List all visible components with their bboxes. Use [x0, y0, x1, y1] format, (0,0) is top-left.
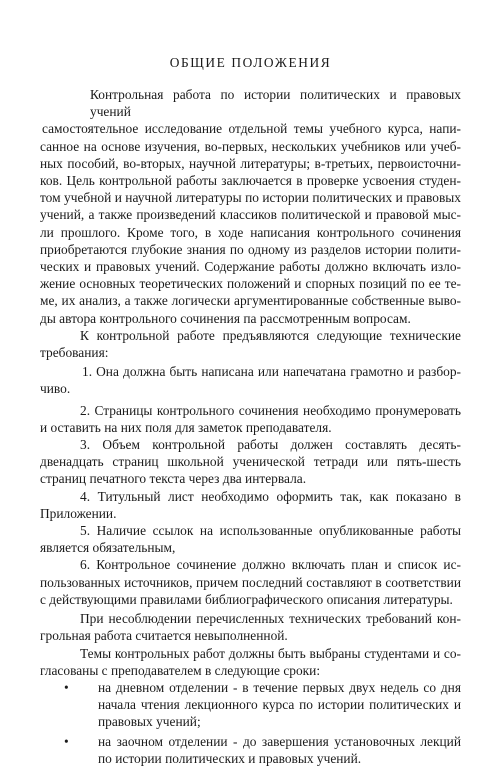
- text-line: санное на основе изучения, во-первых, нескольких учебников или учеб-: [40, 138, 461, 154]
- requirement-item: [40, 556, 461, 608]
- text-line: пользованных источников, причем последний составляют в соответствии: [40, 574, 461, 590]
- text-line: ме, их анализ, а также логически аргументированные собственные выво-: [40, 293, 461, 309]
- text-line: самостоятельное исследование отдельной темы учебного курса, напи-: [42, 121, 461, 137]
- requirement-item: [40, 488, 461, 522]
- text-line: на заочном отделении - до завершения установочных лекций: [98, 733, 461, 749]
- text-line: ческих и правовых учений. Содержание работы должно включать изло-: [40, 259, 461, 275]
- list-item: [40, 679, 461, 731]
- text-line: гласованы с преподавателем в следующие сроки:: [40, 662, 321, 678]
- text-line: ков. Цель контрольной работы заключается в проверке усвоения студен-: [40, 173, 461, 189]
- text-line: 4. Титульный лист необходимо оформить так, как показано в: [80, 488, 461, 504]
- text-line: с действующими правилами библиографического описания литературы.: [40, 591, 453, 607]
- text-line: Контрольная работа по истории политических и правовых учений: [90, 87, 461, 120]
- text-line: ды автора контрольного сочинения па рассмотренным вопросам.: [40, 310, 411, 326]
- text-line: страниц печатного текста через два интервала.: [40, 471, 307, 487]
- text-line: по истории политических и правовых учений.: [98, 750, 362, 766]
- text-line: чиво.: [40, 381, 71, 397]
- topics-paragraph: [40, 645, 461, 679]
- text-line: правовых учений;: [98, 714, 201, 730]
- text-line: ли прошлого. Кроме того, в ходе написания контрольного сочинения: [40, 224, 461, 240]
- text-line: учений, а также произведений классиков политической и правовой мыс-: [40, 207, 461, 223]
- document-body: [40, 86, 461, 767]
- intro-paragraph: [40, 86, 461, 327]
- requirement-item: [40, 436, 461, 488]
- requirement-item: [40, 402, 461, 436]
- requirement-item: [40, 522, 461, 556]
- text-line: начала чтения лекционного курса по истории политических и: [98, 697, 461, 713]
- deadlines-list: [40, 679, 461, 767]
- text-line: является обязательным,: [40, 540, 176, 556]
- bullet-icon: •: [64, 679, 69, 695]
- text-line: двенадцать страниц школьной ученической тетради или пять-шесть: [40, 454, 461, 470]
- text-line: 3. Объем контрольной работы должен составлять десять-: [80, 437, 461, 453]
- text-line: жение основных теоретических положений и спорных позиций по ее те-: [40, 276, 461, 292]
- text-line: К контрольной работе предъявляются следующие технические: [80, 327, 461, 343]
- list-item: [40, 733, 461, 767]
- text-line: Приложении.: [40, 505, 117, 521]
- text-line: приобретаются глубокие знания по одному из разделов истории полити-: [40, 241, 461, 257]
- text-line: грольная работа считается невыполненной.: [40, 628, 288, 644]
- requirement-item: [40, 363, 461, 397]
- text-line: 6. Контрольное сочинение должно включать план и список ис-: [80, 557, 461, 573]
- requirements-list: [40, 363, 461, 608]
- failure-paragraph: [40, 610, 461, 644]
- text-line: Темы контрольных работ должны быть выбраны студентами и со-: [80, 645, 461, 661]
- text-line: ных пособий, во-вторых, научной литературы; в-третьих, первоисточни-: [40, 155, 461, 171]
- text-line: 5. Наличие ссылок на использованные опубликованные работы: [80, 523, 461, 539]
- text-line: на дневном отделении - в течение первых двух недель со дня: [98, 679, 461, 695]
- text-line: 1. Она должна быть написана или напечатана грамотно и разбор-: [82, 364, 461, 380]
- text-line: том учебной и научной литературы по истории политических и правовых: [40, 190, 461, 206]
- text-line: При несоблюдении перечисленных технических требований кон-: [80, 611, 461, 627]
- text-line: требования:: [40, 345, 109, 361]
- text-line: и оставить на них поля для заметок преподавателя.: [40, 419, 332, 435]
- bullet-icon: •: [64, 733, 69, 749]
- text-line: 2. Страницы контрольного сочинения необходимо пронумеровать: [80, 402, 461, 418]
- requirements-intro: [40, 327, 461, 361]
- page-title: ОБЩИЕ ПОЛОЖЕНИЯ: [169, 55, 332, 70]
